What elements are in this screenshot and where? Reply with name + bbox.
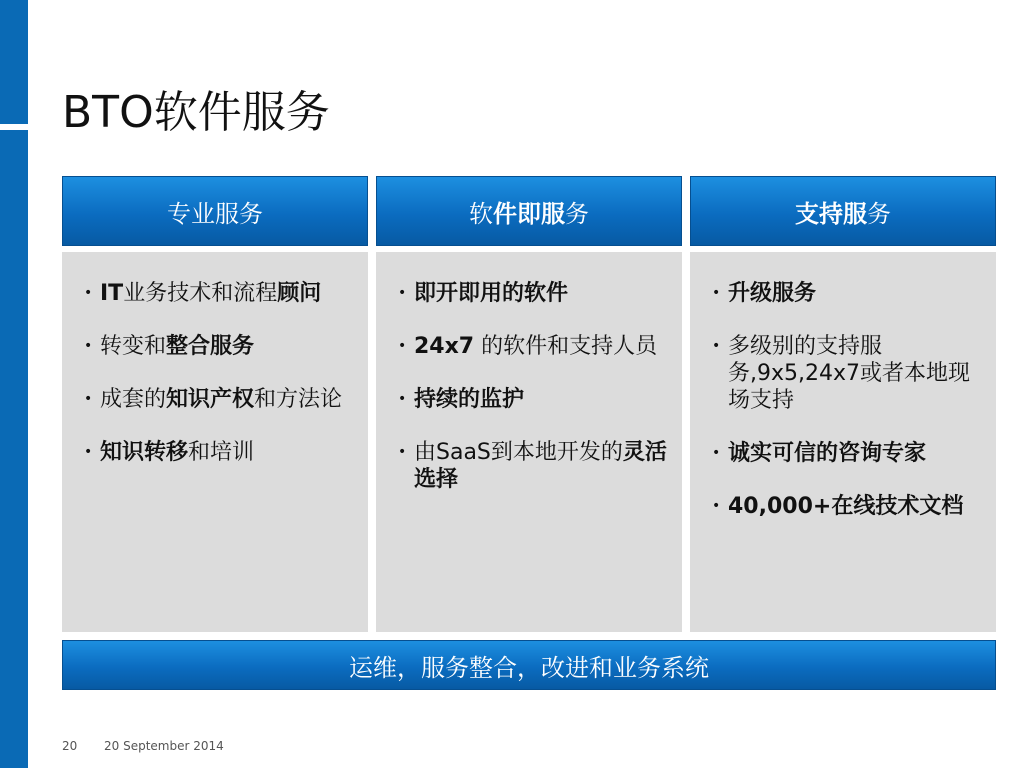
header-bold: 件即服 [493, 199, 565, 228]
list-item [76, 280, 354, 307]
header-plain: 软 [469, 199, 493, 228]
footer-date: 20 September 2014 [104, 739, 224, 753]
item-text: 和培训 [188, 440, 255, 465]
page-number: 20 [62, 739, 78, 753]
item-text: 诚实可信的咨询专家 [728, 441, 927, 466]
item-text: 知识产权 [166, 387, 255, 412]
column-body-support-services [690, 252, 996, 632]
list-item [76, 333, 354, 360]
list-item [704, 333, 982, 414]
item-text: IT [100, 281, 124, 306]
header-plain: 专业 [167, 199, 215, 228]
column-header-support-services [690, 176, 996, 246]
list-item [390, 439, 668, 493]
header-rest: 务 [867, 199, 891, 228]
header-bold: 支持服 [795, 199, 867, 228]
column-header-saas [376, 176, 682, 246]
item-text: 由SaaS到本地开发的 [414, 440, 623, 465]
list-item [76, 386, 354, 413]
item-text: 顾问 [277, 281, 322, 306]
list-item [704, 440, 982, 467]
left-accent-bar-top [0, 0, 28, 124]
item-text: 24x7 [414, 334, 475, 359]
list-item [76, 439, 354, 466]
item-text: 灵活选择 [414, 440, 667, 492]
column-body-saas [376, 252, 682, 632]
header-rest: 务 [565, 199, 589, 228]
list-item [390, 386, 668, 413]
item-text: 知识转移 [100, 440, 189, 465]
operations-banner: 运维，服务整合，改进和业务系统 [62, 640, 996, 690]
column-header-professional-services [62, 176, 368, 246]
item-text: 持续的监护 [414, 387, 525, 412]
list-item [704, 493, 982, 520]
title-divider [28, 124, 56, 130]
item-text: 和方法论 [254, 387, 343, 412]
item-text: 整合服务 [166, 334, 255, 359]
left-accent-bar-bottom [0, 130, 28, 768]
item-text: 40,000+在线技术文档 [728, 494, 964, 519]
item-text: 成套的 [100, 387, 167, 412]
item-text: 业务技术和流程 [123, 281, 278, 306]
column-body-professional-services [62, 252, 368, 632]
item-text: 即开即用的软件 [414, 281, 569, 306]
item-text: 多级别的支持服务,9x5,24x7或者本地现场支持 [728, 334, 971, 413]
slide-title: BTO软件服务 [62, 87, 330, 138]
header-bold: 服务 [215, 199, 263, 228]
list-item [390, 333, 668, 360]
item-text: 升级服务 [728, 281, 817, 306]
list-item [390, 280, 668, 307]
list-item [704, 280, 982, 307]
item-text: 的软件和支持人员 [474, 334, 658, 359]
item-text: 转变和 [100, 334, 167, 359]
